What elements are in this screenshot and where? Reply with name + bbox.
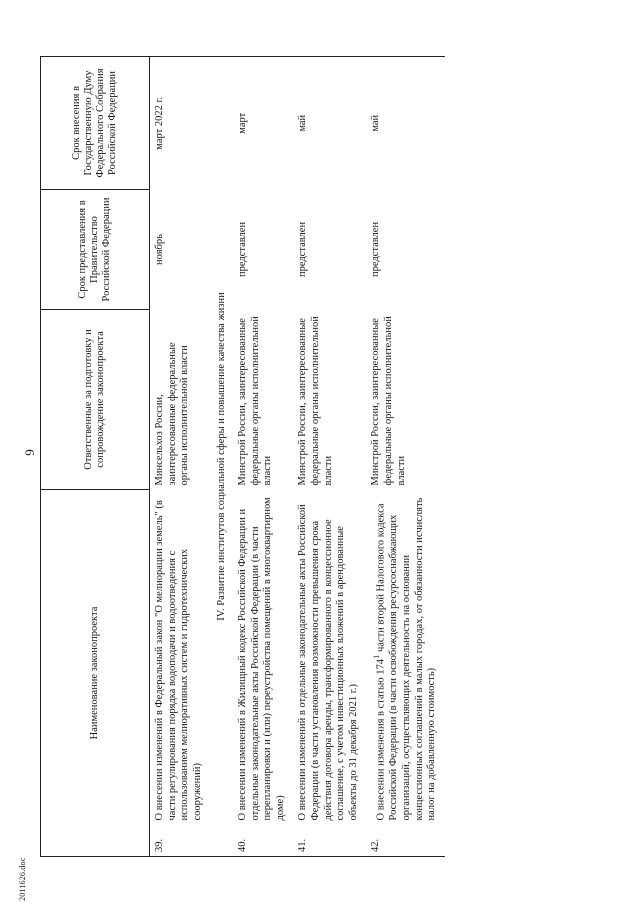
row-number: 40.: [233, 825, 293, 857]
page-number: 9: [22, 449, 37, 456]
bill-duma-deadline: март: [233, 56, 293, 189]
bill-name-prefix: О внесении изменения в статью 174: [375, 659, 387, 821]
row-number: 39.: [150, 825, 211, 857]
bill-duma-deadline: май: [366, 56, 444, 189]
bill-name-suffix: части второй Налогового кодекса Российской Федерации (в части освобождения ресурсоснабжающих организаций, осуществляющих деятельность на основании концессионных соглашений в малых городах, от обязанности исчислять налог на добавленную стоимость): [375, 497, 438, 821]
bills-table: [40, 56, 445, 857]
table-row: [366, 56, 444, 856]
bill-responsible: Минстрой России, заинтересованные федеральные органы исполнительной власти: [236, 316, 274, 486]
bill-gov-deadline: представлен: [236, 221, 248, 278]
bill-duma-deadline: март 2022 г.: [150, 56, 211, 189]
bill-responsible: Минсельхоз России, заинтересованные федеральные органы исполнительной власти: [154, 342, 191, 486]
table-header-row: [41, 56, 150, 856]
table-row: [233, 56, 293, 856]
bill-name: О внесении изменений в Федеральный закон "О мелиорации земель" (в части регулирования порядка водоподачи и водоотведения с использованием мелиоративных систем и гидротехнических сооружений): [154, 500, 203, 821]
section-title: IV. Развитие институтов социальной сферы и повышение качества жизни: [210, 56, 233, 856]
bill-gov-deadline: ноябрь: [154, 234, 165, 265]
bill-name: О внесении изменений в Жилищный кодекс Российской Федерации и отдельные законодательные акты Российской Федерации (в части перепланировки и (или) переустройства помещений в многоквартирном доме): [236, 497, 286, 821]
bill-responsible: Минстрой России, заинтересованные федеральные органы исполнительной власти: [297, 316, 334, 486]
table-row: [293, 56, 366, 856]
header-duma-deadline: Срок внесения в Государственную Думу Федерального Собрания Российской Федерации: [41, 56, 150, 189]
header-responsible: Ответственные за подготовку и сопровождение законопроекта: [41, 309, 150, 489]
bill-name: О внесении изменений в отдельные законодательные акты Российской Федерации (в части установления возможности превышения срока действия договора аренды, трансформированного в концессионное соглашение, с учетом инвестиционных вложений в арендованные объекты до 31 декабря 2021 г.): [297, 504, 359, 821]
footer-file-code: 2011626.doc: [18, 857, 27, 901]
table-row: [150, 56, 211, 856]
row-number: 41.: [293, 825, 366, 857]
header-name: Наименование законопроекта: [41, 489, 150, 856]
bill-responsible: Минстрой России, заинтересованные федеральные органы исполнительной власти: [370, 316, 407, 486]
row-number: 42.: [366, 825, 444, 857]
header-gov-deadline: Срок представления в Правительство Российской Федерации: [41, 189, 150, 309]
bill-gov-deadline: представлен: [370, 221, 382, 278]
bill-name: [366, 489, 444, 824]
bill-name-superscript: 1: [371, 654, 382, 660]
section-row: [210, 56, 233, 856]
bill-duma-deadline: май: [293, 56, 366, 189]
bill-gov-deadline: представлен: [297, 221, 309, 278]
